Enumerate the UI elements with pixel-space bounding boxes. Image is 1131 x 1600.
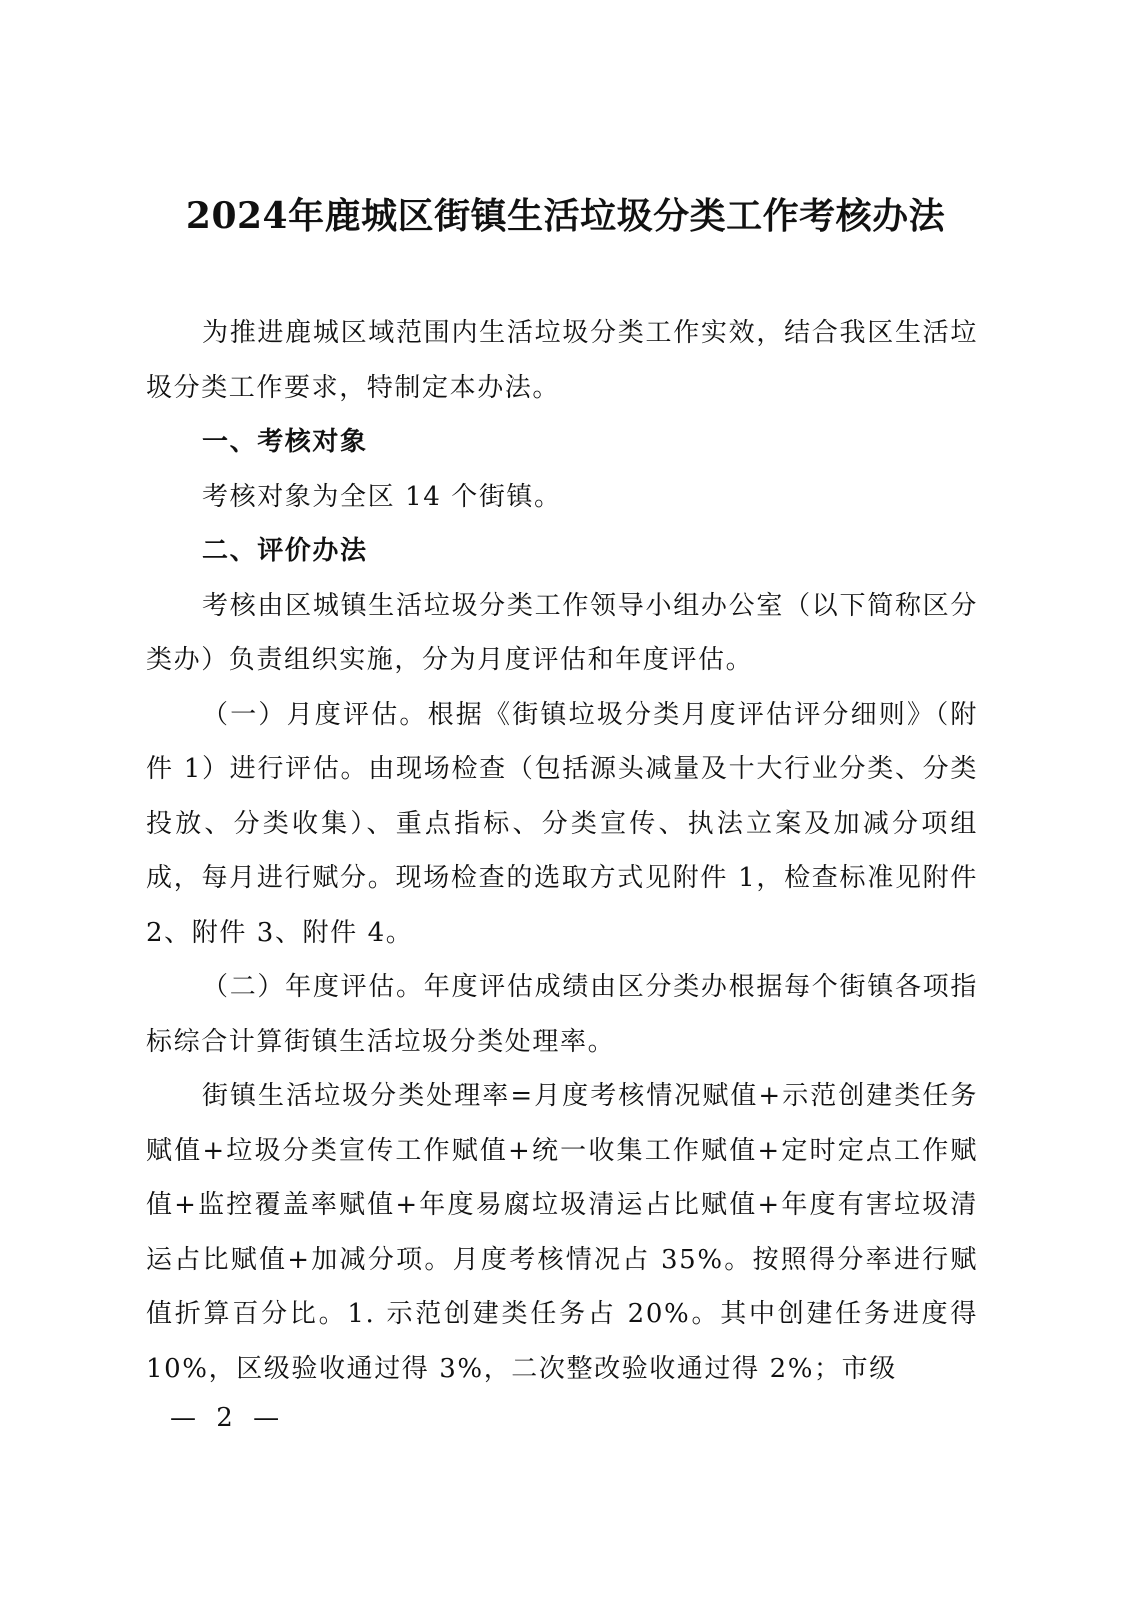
- intro-paragraph: 为推进鹿城区域范围内生活垃圾分类工作实效，结合我区生活垃圾分类工作要求，特制定本办法。: [146, 318, 978, 403]
- section-heading-evaluation-method: 二、评价办法: [202, 536, 368, 566]
- document-body: [146, 306, 978, 1396]
- monthly-evaluation-paragraph: （一）月度评估。根据《街镇垃圾分类月度评估评分细则》（附件 1）进行评估。由现场检查（包括源头减量及十大行业分类、分类投放、分类收集）、重点指标、分类宣传、执法立案及加减分项组成，每月进行赋分。现场检查的选取方式见附件 1，检查标准见附件 2、附件 3、附件 4。: [146, 699, 978, 948]
- evaluation-method-paragraph: 考核由区城镇生活垃圾分类工作领导小组办公室（以下简称区分类办）负责组织实施，分为月度评估和年度评估。: [146, 590, 978, 675]
- page-number: — 2 —: [170, 1403, 286, 1433]
- processing-rate-formula-paragraph: 街镇生活垃圾分类处理率=月度考核情况赋值+示范创建类任务赋值+垃圾分类宣传工作赋值+统一收集工作赋值+定时定点工作赋值+监控覆盖率赋值+年度易腐垃圾清运占比赋值+年度有害垃圾清运占比赋值+加减分项。月度考核情况占 35%。按照得分率进行赋值折算百分比。1. 示范创建类任务占 20%。其中创建任务进度得 10%，区级验收通过得 3%，二次整改验收通过得 2%；市级: [146, 1081, 978, 1384]
- annual-evaluation-paragraph: （二）年度评估。年度评估成绩由区分类办根据每个街镇各项指标综合计算街镇生活垃圾分类处理率。: [146, 972, 978, 1057]
- assessment-targets-paragraph: 考核对象为全区 14 个街镇。: [202, 481, 562, 512]
- section-heading-assessment-targets: 一、考核对象: [202, 427, 368, 457]
- document-title: 2024年鹿城区街镇生活垃圾分类工作考核办法: [185, 195, 946, 237]
